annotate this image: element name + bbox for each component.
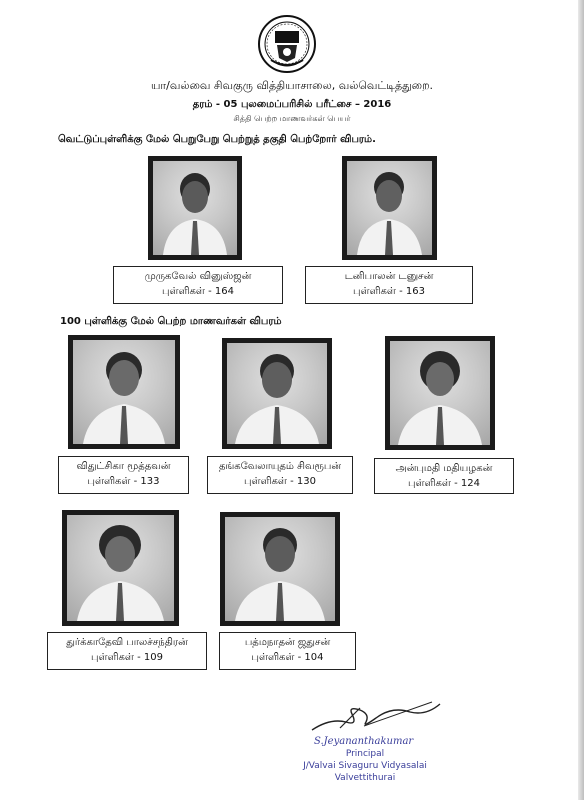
student-caption: [207, 456, 353, 494]
cutoff-section-title: வெட்டுப்புள்ளிக்கு மேல் பெறுபேறு பெற்றுத் தகுதி பெற்றோர் விபரம்.: [58, 134, 376, 145]
exam-subtitle: சித்தி பெற்ற மாணவர்கள் பெயர்: [233, 114, 351, 123]
student-points: புள்ளிகள் - 124: [408, 478, 480, 489]
student-name: தங்கவேலாயுதம் சிவரூபன்: [218, 461, 342, 472]
student-name: அன்புமதி மதியழகன்: [395, 463, 493, 474]
student-name: பத்மநாதன் ஜதுசன்: [244, 637, 331, 648]
exam-title: தரம் - 05 புலமைப்பரிசில் பரீட்சை – 2016: [192, 99, 392, 110]
student-photo: [68, 335, 180, 449]
student-photo: [385, 336, 495, 450]
student-points: புள்ளிகள் - 109: [91, 652, 163, 663]
student-points: புள்ளிகள் - 163: [353, 286, 425, 297]
student-photo: [342, 156, 437, 260]
signature-name: S.Jeyananthakumar: [314, 736, 414, 747]
hundred-section-title: 100 புள்ளிக்கு மேல் பெற்ற மாணவர்கள் விபரம்: [60, 316, 282, 327]
student-caption: [58, 456, 189, 494]
signature-school: J/Valvai Sivaguru Vidyasalai: [303, 761, 427, 771]
student-caption: [47, 632, 207, 670]
signature-town: Valvettithurai: [334, 773, 396, 783]
student-photo: [62, 510, 179, 626]
student-caption: [219, 632, 356, 670]
student-caption: [305, 266, 473, 304]
student-photo: [148, 156, 242, 260]
student-name: துர்க்காதேவி பாலச்சந்திரன்: [66, 637, 188, 648]
student-points: புள்ளிகள் - 104: [251, 652, 324, 663]
student-caption: [113, 266, 283, 304]
student-name: டனிபாலன் டனுசன்: [344, 271, 434, 282]
signature-role: Principal: [345, 749, 385, 759]
school-name: யா/வல்வை சிவகுரு வித்தியாசாலை, வல்வெட்டித்துறை.: [150, 79, 434, 92]
student-name: விதுட்சிகா மூத்தவன்: [76, 461, 171, 472]
student-points: புள்ளிகள் - 164: [162, 286, 234, 297]
student-points: புள்ளிகள் - 130: [244, 476, 316, 487]
student-photo: [220, 512, 340, 626]
student-caption: [374, 458, 514, 494]
school-crest-logo: [257, 14, 317, 74]
student-photo: [222, 338, 332, 449]
student-points: புள்ளிகள் - 133: [87, 476, 160, 487]
student-name: முருகவேல் வினுஸ்ஜன்: [144, 271, 252, 282]
